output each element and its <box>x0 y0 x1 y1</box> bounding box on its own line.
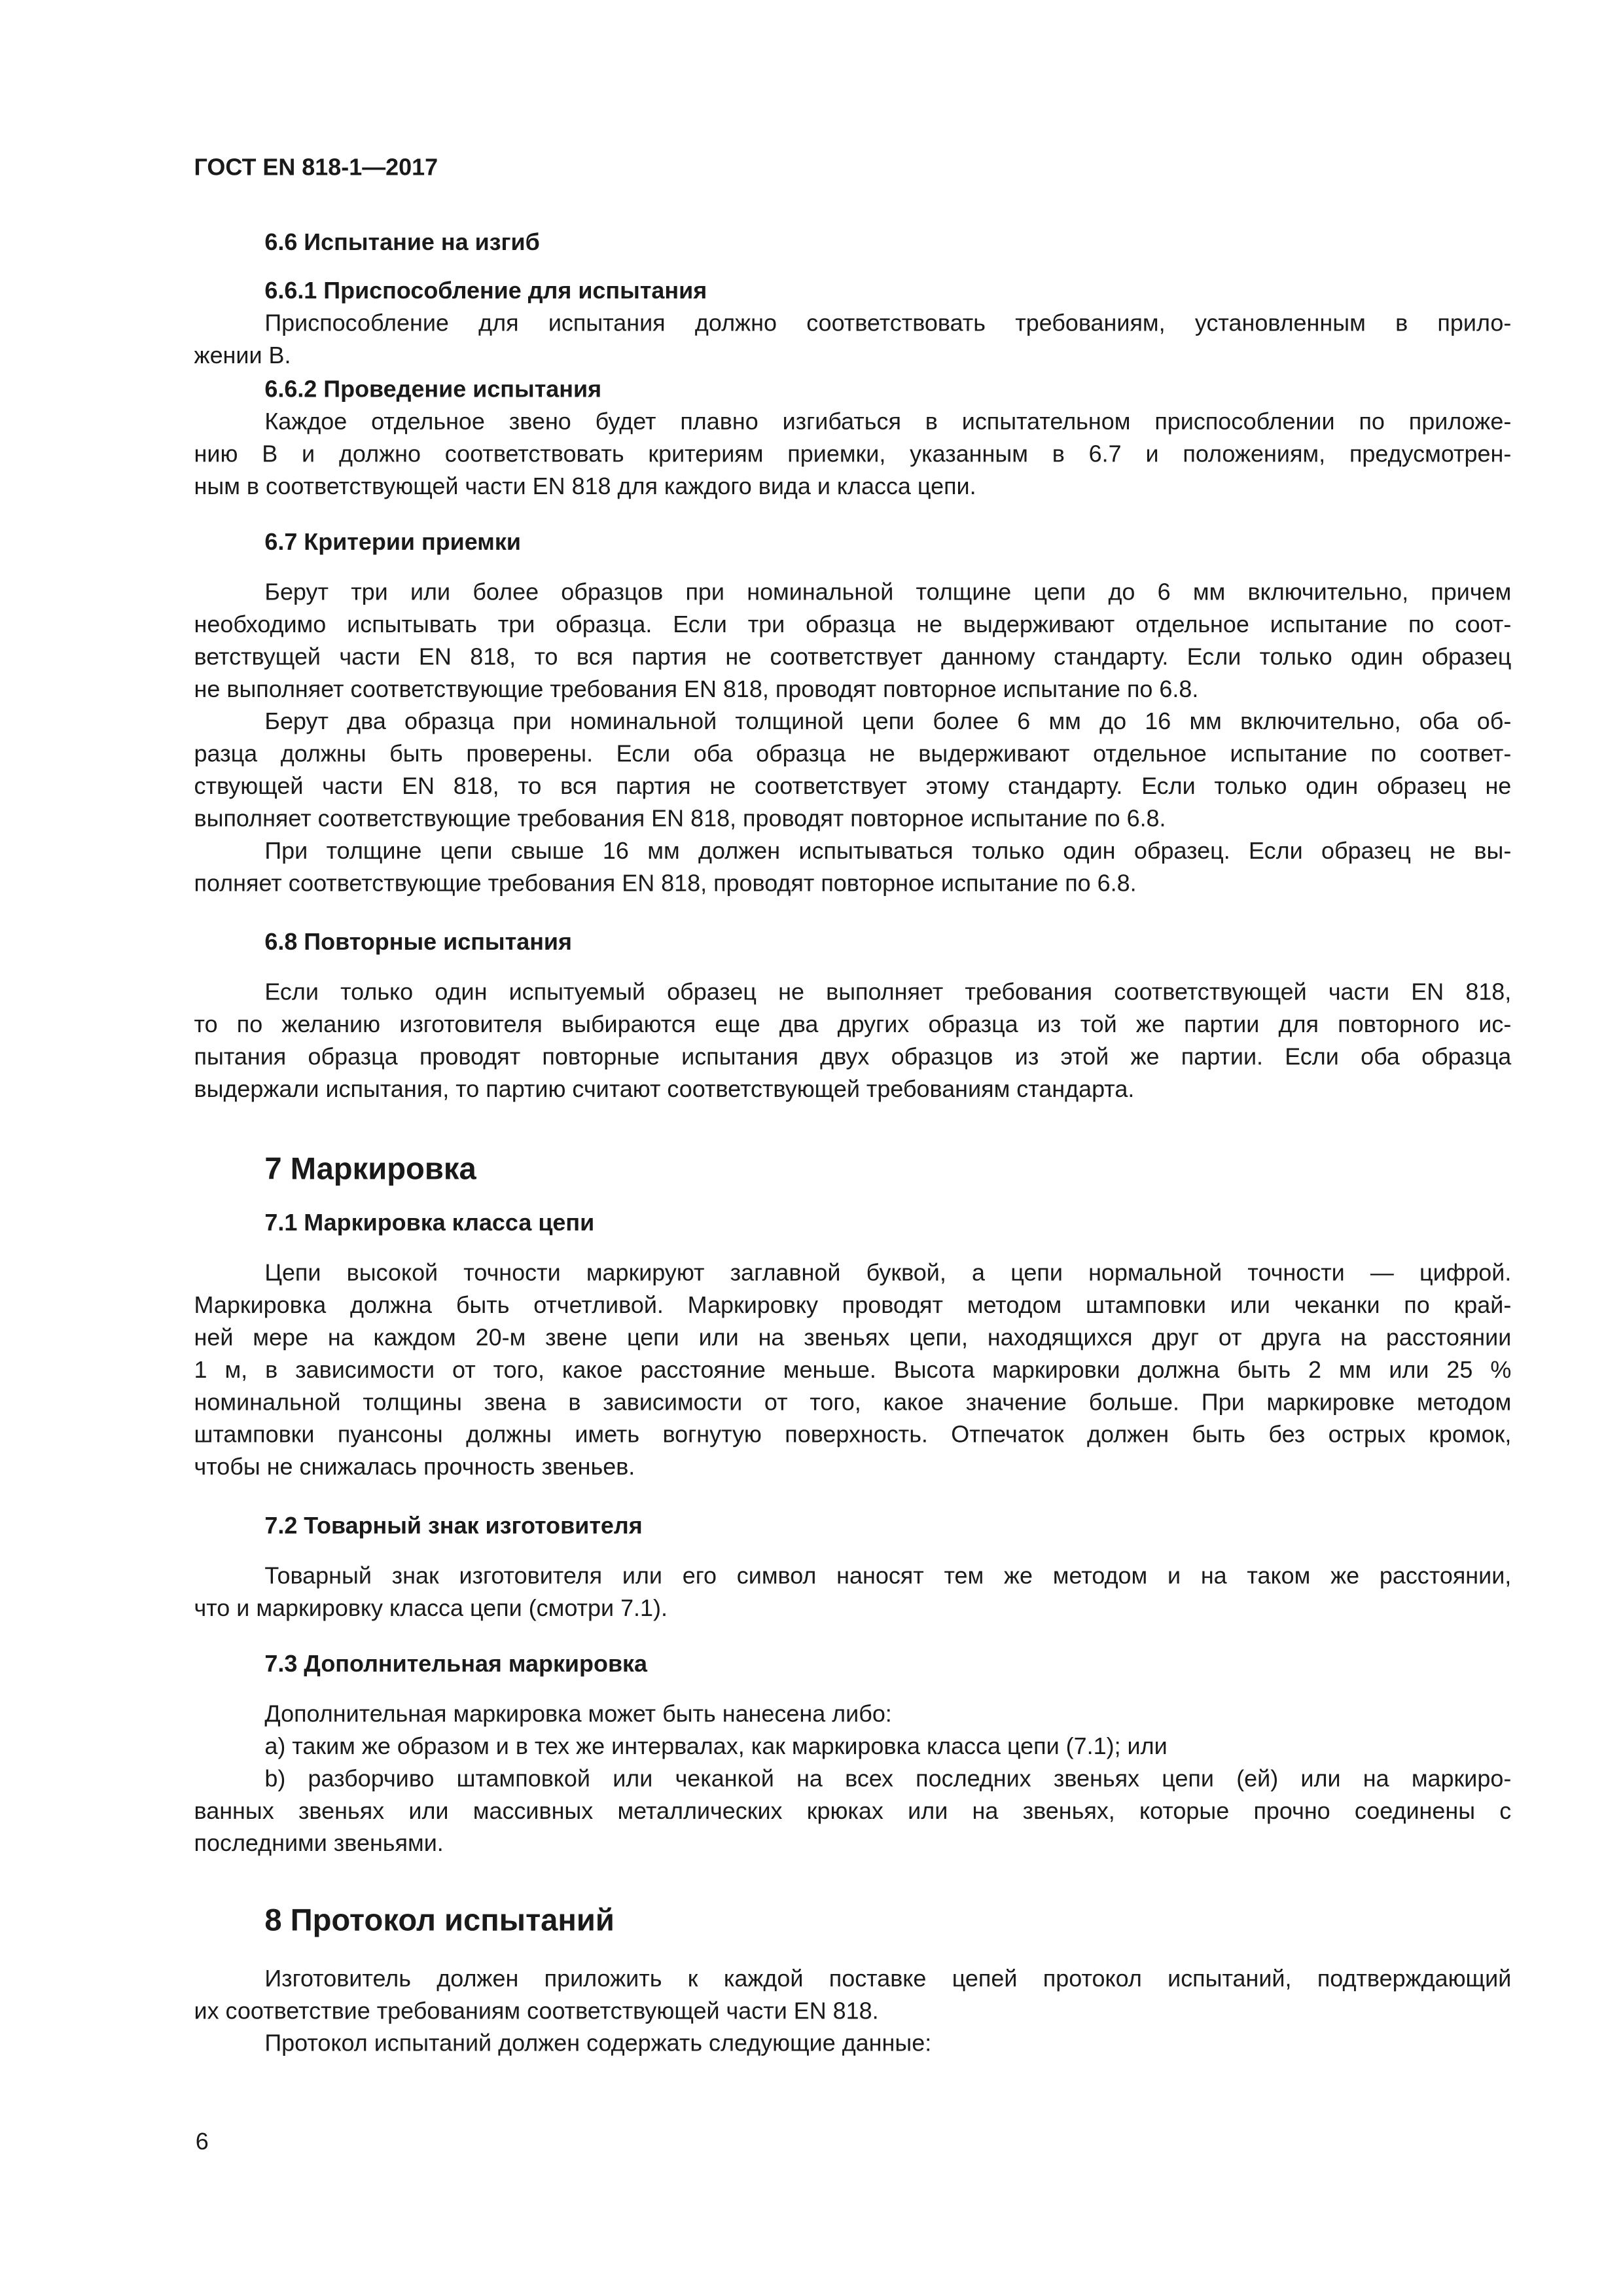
section-7-3-title: 7.3 Дополнительная маркировка <box>264 1652 648 1678</box>
section-8-paragraph-2: Протокол испытаний должен содержать следующие данные: <box>264 2032 932 2057</box>
section-8-title: 8 Протокол испытаний <box>264 1904 615 1938</box>
section-7-3-item-b: b) разборчиво штамповкой или чеканкой на всех последних звеньях цепи (ей) или на маркиро- ванных звеньях или массивных металлических крюках или на звеньях, которые прочно соединены с последними звеньями. <box>194 1767 1512 1857</box>
section-7-2-title: 7.2 Товарный знак изготовителя <box>264 1514 643 1539</box>
section-6-7-paragraph-2: Берут два образца при номинальной толщиной цепи более 6 мм до 16 мм включительно, оба об- разца должны быть проверены. Если оба образца не выдерживают отдельное испытание по соответ- ствующей части EN 818, то вся партия не соответствует этому стандарту. Если только один образец не выполняет соответствующие требования EN 818, проводят повторное испытание по 6.8. <box>194 710 1512 833</box>
section-6-6-1-paragraph: Приспособление для испытания должно соответствовать требованиям, установленным в прило- жении В. <box>194 312 1512 369</box>
section-6-6-1-title: 6.6.1 Приспособление для испытания <box>264 279 707 305</box>
section-7-1-title: 7.1 Маркировка класса цепи <box>264 1211 595 1237</box>
section-6-8-title: 6.8 Повторные испытания <box>264 930 572 956</box>
page-number: 6 <box>195 2130 209 2156</box>
section-7-3-item-a: а) таким же образом и в тех же интервалах, как маркировка класса цепи (7.1); или <box>264 1734 1168 1760</box>
section-6-8-paragraph: Если только один испытуемый образец не выполняет требования соответствующей части EN 818, то по желанию изготовителя выбираются еще два других образца из той же партии для повторного ис- пытания образца проводят повторные испытания двух образцов из этой же партии. Если оба образца выдержали испытания, то партию считают соответствующей требованиям стандарта. <box>194 980 1512 1103</box>
section-8-paragraph-1: Изготовитель должен приложить к каждой поставке цепей протокол испытаний, подтверждающий их соответствие требованиям соответствующей части EN 818. <box>194 1967 1512 2025</box>
section-6-6-2-paragraph: Каждое отдельное звено будет плавно изгибаться в испытательном приспособлении по приложе- нию В и должно соответствовать критериям приемки, указанным в 6.7 и положениям, предусмотрен- ным в соответствующей части EN 818 для каждого вида и класса цепи. <box>194 410 1512 500</box>
section-6-7-paragraph-1: Берут три или более образцов при номинальной толщине цепи до 6 мм включительно, причем необходимо испытывать три образца. Если три образца не выдерживают отдельное испытание по соот- ветствущей части EN 818, то вся партия не соответствует данному стандарту. Если только один образец не выполняет соответствующие требования EN 818, проводят повторное испытание по 6.8. <box>194 581 1512 703</box>
section-6-7-paragraph-3: При толщине цепи свыше 16 мм должен испытываться только один образец. Если образец не вы- полняет соответствующие требования EN 818, проводят повторное испытание по 6.8. <box>194 839 1512 897</box>
section-6-6-title: 6.6 Испытание на изгиб <box>264 230 540 256</box>
document-code: ГОСТ EN 818-1—2017 <box>194 156 438 181</box>
section-7-1-paragraph: Цепи высокой точности маркируют заглавной буквой, а цепи нормальной точности — цифрой. Маркировка должна быть отчетливой. Маркировку проводят методом штамповки или чеканки по край- ней мере на каждом 20-м звене цепи или на звеньях цепи, находящихся друг от друга на расстоянии 1 м, в зависимости от того, какое расстояние меньше. Высота маркировки должна быть 2 мм или 25 % номинальной толщины звена в зависимости от того, какое значение больше. При маркировке методом штамповки пуансоны должны иметь вогнутую поверхность. Отпечаток должен быть без острых кромок, чтобы не снижалась прочность звеньев. <box>194 1261 1512 1481</box>
section-7-3-intro: Дополнительная маркировка может быть нанесена либо: <box>264 1702 892 1728</box>
section-7-2-paragraph: Товарный знак изготовителя или его символ наносят тем же методом и на таком же расстоянии, что и маркировку класса цепи (смотри 7.1). <box>194 1564 1512 1622</box>
section-6-6-2-title: 6.6.2 Проведение испытания <box>264 378 602 403</box>
section-6-7-title: 6.7 Критерии приемки <box>264 530 521 556</box>
section-7-title: 7 Маркировка <box>264 1153 476 1187</box>
